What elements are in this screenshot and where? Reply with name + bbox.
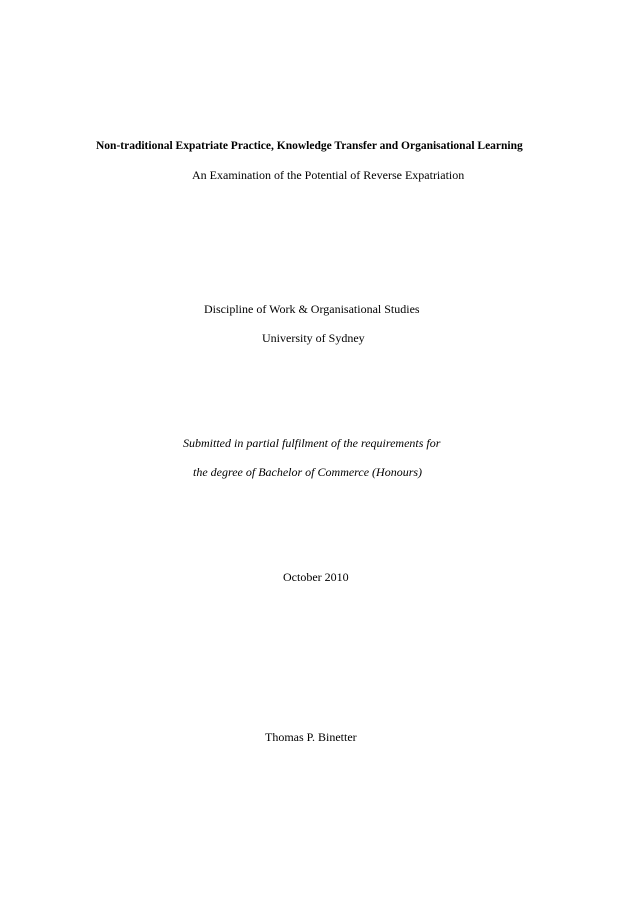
submission-statement-line-2: the degree of Bachelor of Commerce (Honours) xyxy=(193,465,423,479)
submission-statement-line-1: Submitted in partial fulfilment of the requirements for xyxy=(183,436,441,450)
author-name: Thomas P. Binetter xyxy=(265,730,357,744)
thesis-title: Non-traditional Expatriate Practice, Knowledge Transfer and Organisational Learning xyxy=(96,140,523,152)
university-name: University of Sydney xyxy=(262,331,365,345)
thesis-subtitle: An Examination of the Potential of Reverse Expatriation xyxy=(192,168,465,182)
discipline-name: Discipline of Work & Organisational Studies xyxy=(204,302,420,316)
submission-date: October 2010 xyxy=(283,570,349,584)
